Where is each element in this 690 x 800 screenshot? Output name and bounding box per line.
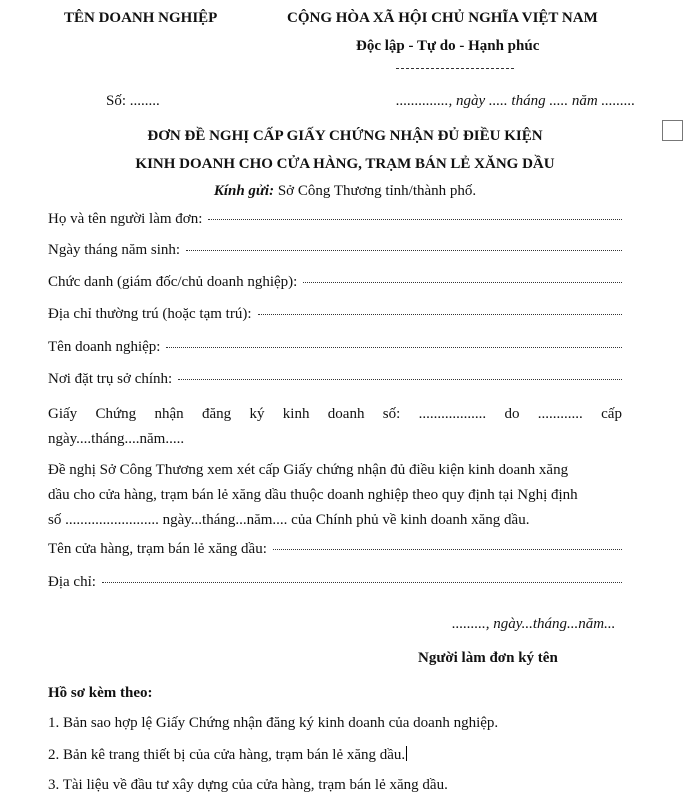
recipient-line [0, 183, 690, 200]
field-store-name[interactable] [48, 541, 622, 558]
nation-title: CỘNG HÒA XÃ HỘI CHỦ NGHĨA VIỆT NAM [287, 10, 598, 26]
field-full-name[interactable] [48, 211, 622, 228]
signer-label: Người làm đơn ký tên [418, 650, 558, 666]
fill-line [208, 218, 622, 220]
fill-line [258, 313, 622, 315]
signature-date: ........., ngày...tháng...năm... [452, 616, 616, 632]
fill-line [102, 581, 622, 583]
word: nhận [154, 406, 184, 422]
field-position[interactable] [48, 274, 622, 291]
word: đăng [201, 406, 232, 422]
request-line3: số ......................... ngày...tháng...năm.... của Chính phủ về kinh doanh xăng dầu. [48, 512, 530, 528]
request-line1: Đề nghị Sở Công Thương xem xét cấp Giấy chứng nhận đủ điều kiện kinh doanh xăng [48, 462, 569, 478]
word: Chứng [95, 406, 137, 422]
nation-motto: Độc lập - Tự do - Hạnh phúc [356, 38, 540, 54]
attachment-item: 2. Bản kê trang thiết bị của cửa hàng, trạm bán lẻ xăng dầu. [48, 747, 406, 763]
field-store-address-label: Địa chỉ: [48, 574, 96, 590]
field-head-office[interactable] [48, 371, 622, 388]
word: cấp [601, 406, 622, 422]
field-address-label: Địa chỉ thường trú (hoặc tạm trú): [48, 306, 252, 322]
business-cert-line1 [48, 402, 622, 427]
fill-line [186, 249, 622, 251]
request-line2: dầu cho cửa hàng, trạm bán lẻ xăng dầu thuộc doanh nghiệp theo quy định tại Nghị định [48, 487, 578, 503]
field-head-office-label: Nơi đặt trụ sở chính: [48, 371, 173, 387]
attachment-item: 3. Tài liệu về đầu tư xây dựng của cửa hàng, trạm bán lẻ xăng dầu. [48, 777, 448, 793]
word: số: [382, 406, 401, 422]
attachment-item: 1. Bản sao hợp lệ Giấy Chứng nhận đăng ký kinh doanh của doanh nghiệp. [48, 715, 499, 731]
attachments-heading: Hồ sơ kèm theo: [48, 685, 153, 701]
document-number: Số: ........ [106, 93, 160, 109]
fill-line [178, 378, 622, 380]
form-title-line1: ĐƠN ĐỀ NGHỊ CẤP GIẤY CHỨNG NHẬN ĐỦ ĐIỀU KIỆN [147, 128, 543, 144]
word: Giấy [48, 406, 78, 422]
field-address[interactable] [48, 306, 622, 323]
document-date: .............., ngày ..... tháng ..... năm ......... [396, 93, 636, 109]
field-store-address[interactable] [48, 574, 622, 591]
field-store-name-label: Tên cửa hàng, trạm bán lẻ xăng dầu: [48, 541, 267, 557]
word: .................. [418, 406, 487, 422]
word: do [504, 406, 520, 422]
word: ký [249, 406, 265, 422]
form-title-line2: KINH DOANH CHO CỬA HÀNG, TRẠM BÁN LẺ XĂNG DẦU [135, 156, 555, 172]
word: kinh [282, 406, 310, 422]
fill-line [273, 548, 622, 550]
request-paragraph [48, 458, 622, 533]
fill-line [303, 281, 622, 283]
business-cert-paragraph [48, 402, 622, 452]
field-full-name-label: Họ và tên người làm đơn: [48, 211, 203, 227]
field-birth-date[interactable] [48, 242, 622, 259]
word: ............ [537, 406, 583, 422]
word: doanh [327, 406, 365, 422]
field-position-label: Chức danh (giám đốc/chủ doanh nghiệp): [48, 274, 298, 290]
field-company-name[interactable] [48, 339, 622, 356]
recipient-value: Sở Công Thương tỉnh/thành phố. [277, 183, 477, 199]
recipient-label: Kính gửi: [213, 183, 275, 199]
company-name-header: TÊN DOANH NGHIỆP [64, 10, 218, 26]
field-birth-date-label: Ngày tháng năm sinh: [48, 242, 181, 258]
text-cursor [406, 746, 407, 761]
fill-line [166, 346, 622, 348]
field-company-name-label: Tên doanh nghiệp: [48, 339, 161, 355]
motto-underline [396, 68, 514, 69]
business-cert-line2: ngày....tháng....năm..... [48, 431, 185, 447]
